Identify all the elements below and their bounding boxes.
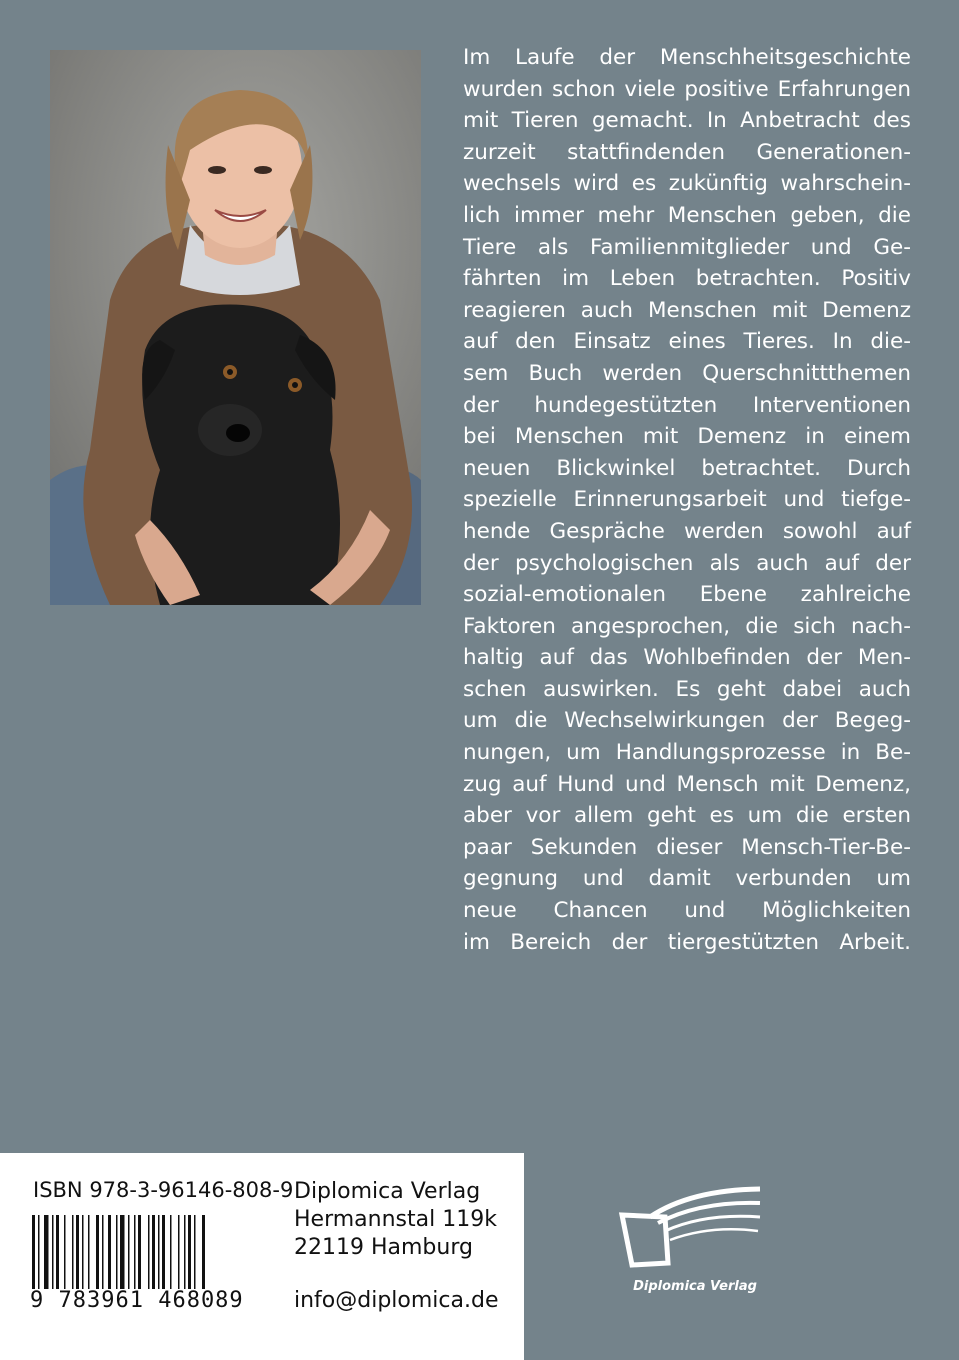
publisher-city: 22119 Hamburg bbox=[294, 1235, 473, 1260]
blurb-line: der psychologischen als auch auf der bbox=[463, 550, 911, 576]
blurb-line: Im Laufe der Menschheitsgeschichte bbox=[463, 45, 911, 70]
blurb-line: bei Menschen mit Demenz in einem bbox=[463, 424, 911, 450]
blurb-line: paar Sekunden dieser Mensch-Tier-Be- bbox=[463, 834, 911, 860]
blurb-line: um die Wechselwirkungen der Begeg- bbox=[463, 708, 911, 734]
blurb-line: reagieren auch Menschen mit Demenz bbox=[463, 297, 911, 323]
blurb-line: der hundegestützten Interventionen bbox=[463, 392, 911, 418]
blurb-line: sozial-emotionalen Ebene zahlreiche bbox=[463, 582, 911, 608]
blurb-line: wechsels wird es zukünftig wahrschein- bbox=[463, 171, 911, 197]
blurb-line: neue Chancen und Möglichkeiten bbox=[463, 898, 911, 924]
blurb-line: haltig auf das Wohlbefinden der Men- bbox=[463, 645, 911, 671]
blurb-line: im Bereich der tiergestützten Arbeit. bbox=[463, 929, 911, 955]
back-cover-blurb bbox=[463, 42, 911, 958]
blurb-line: Faktoren angesprochen, die sich nach- bbox=[463, 613, 911, 639]
imprint-panel bbox=[0, 1153, 524, 1360]
publisher-email: info@diplomica.de bbox=[294, 1288, 499, 1313]
blurb-line: neuen Blickwinkel betrachtet. Durch bbox=[463, 455, 911, 481]
blurb-line: sem Buch werden Querschnittthemen bbox=[463, 360, 911, 386]
blurb-line: Tiere als Familienmitglieder und Ge- bbox=[463, 234, 911, 260]
barcode-icon bbox=[30, 1215, 262, 1289]
blurb-line: lich immer mehr Menschen geben, die bbox=[463, 202, 911, 228]
blurb-line: schen auswirken. Es geht dabei auch bbox=[463, 676, 911, 702]
blurb-line: spezielle Erinnerungsarbeit und tiefge- bbox=[463, 487, 911, 513]
logo-text: Diplomica Verlag bbox=[633, 1279, 757, 1294]
blurb-line: hende Gespräche werden sowohl auf bbox=[463, 518, 911, 544]
publisher-name: Diplomica Verlag bbox=[294, 1179, 481, 1204]
author-photo bbox=[50, 50, 421, 605]
blurb-line: zurzeit stattfindenden Generationen- bbox=[463, 139, 911, 165]
blurb-line: aber vor allem geht es um die ersten bbox=[463, 803, 911, 829]
blurb-line: gegnung und damit verbunden um bbox=[463, 866, 911, 892]
blurb-line: wurden schon viele positive Erfahrungen bbox=[463, 76, 911, 102]
publisher-address bbox=[294, 1178, 497, 1262]
blurb-line: mit Tieren gemacht. In Anbetracht des bbox=[463, 108, 911, 134]
author-with-dog-image bbox=[50, 50, 421, 605]
blurb-line: fährten im Leben betrachten. Positiv bbox=[463, 266, 911, 292]
blurb-line: auf den Einsatz eines Tieres. In die- bbox=[463, 329, 911, 355]
isbn-text: ISBN 978-3-96146-808-9 bbox=[33, 1178, 294, 1202]
publisher-street: Hermannstal 119k bbox=[294, 1207, 497, 1232]
barcode-digits: 9 783961 468089 bbox=[30, 1288, 244, 1313]
blurb-line: nungen, um Handlungsprozesse in Be- bbox=[463, 740, 911, 766]
publisher-logo-icon bbox=[610, 1185, 780, 1280]
blurb-line: zug auf Hund und Mensch mit Demenz, bbox=[463, 771, 911, 797]
